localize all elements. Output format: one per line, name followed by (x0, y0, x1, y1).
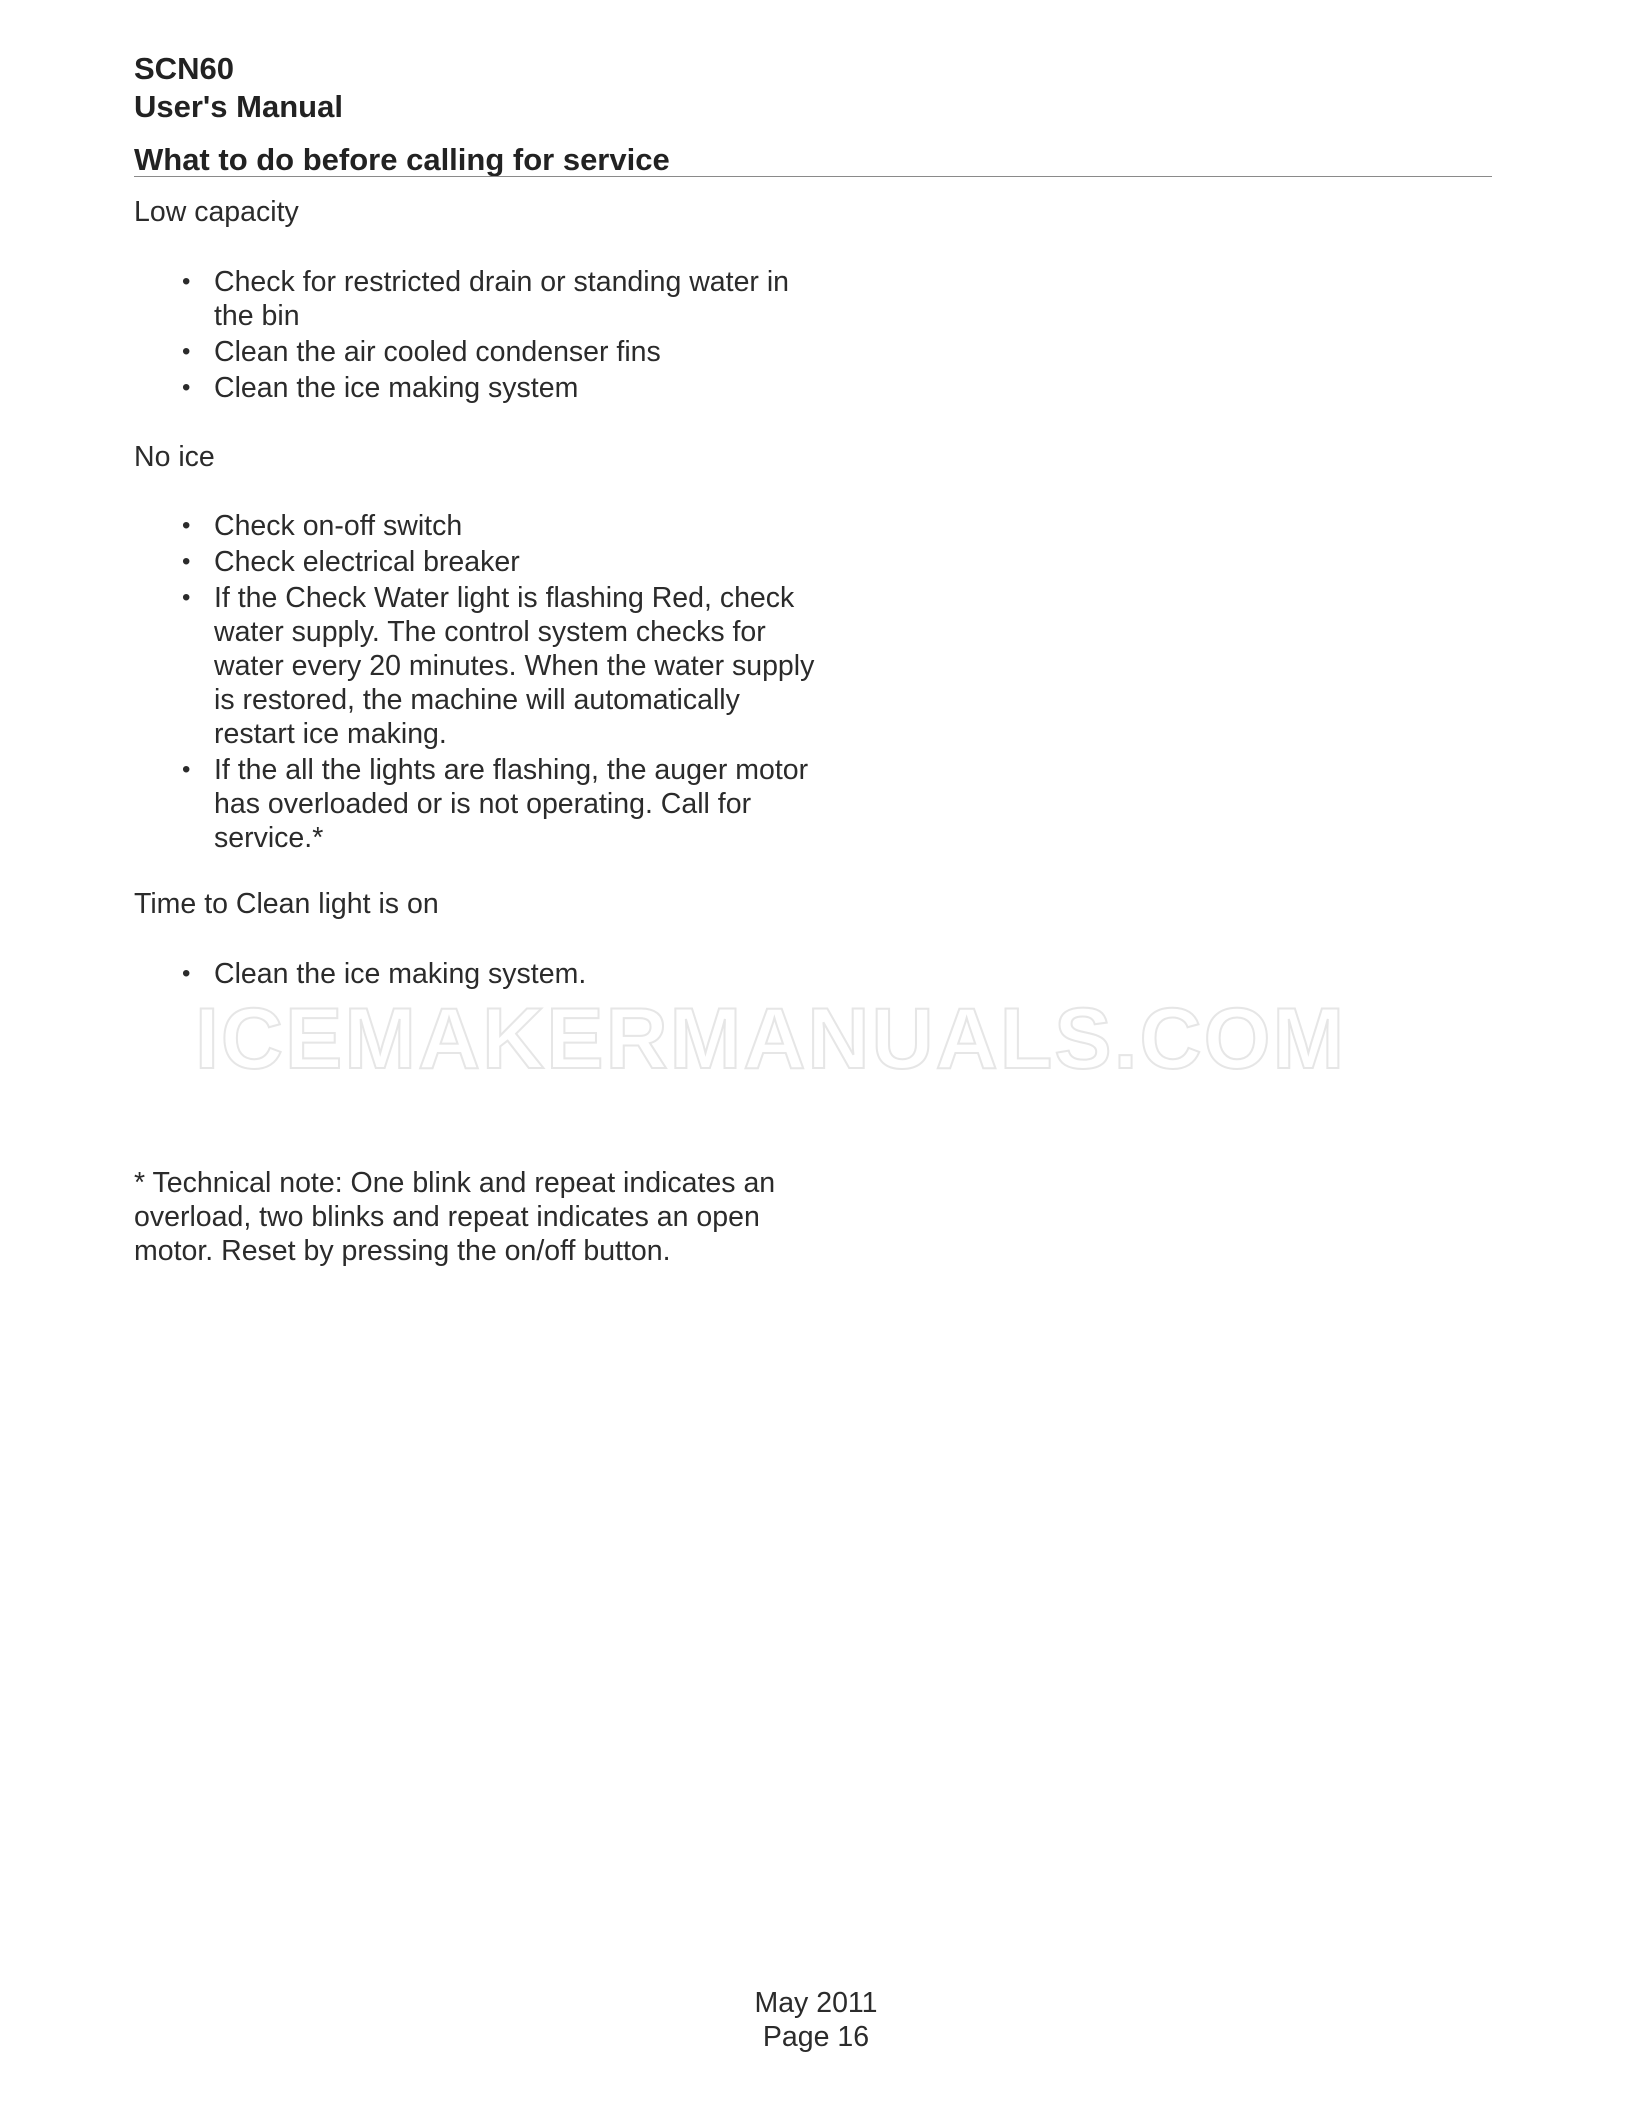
model-number: SCN60 (134, 51, 234, 86)
list-item-text: Clean the air cooled condenser fins (214, 336, 661, 368)
bullet-icon: • (182, 756, 191, 783)
list-item (182, 335, 822, 369)
bullet-icon: • (182, 338, 191, 365)
list-item-text: Check electrical breaker (214, 546, 520, 578)
list-item (182, 371, 822, 405)
low-capacity-list (182, 265, 822, 407)
group-title-low-capacity: Low capacity (134, 196, 299, 228)
group-title-no-ice: No ice (134, 441, 215, 473)
document-header (134, 50, 343, 126)
bullet-icon: • (182, 374, 191, 401)
bullet-icon: • (182, 268, 191, 295)
list-item-text: Check for restricted drain or standing water in the bin (214, 266, 790, 332)
bullet-icon: • (182, 584, 191, 611)
time-to-clean-list (182, 957, 822, 993)
footer-date: May 2011 (754, 1987, 878, 2019)
list-item (182, 545, 822, 579)
list-item (182, 957, 822, 991)
watermark: ICEMAKERMANUALS.COM (195, 991, 1347, 1087)
list-item-text: If the all the lights are flashing, the auger motor has overloaded or is not operating. Call for service.* (214, 754, 809, 854)
bullet-icon: • (182, 512, 191, 539)
manual-title: User's Manual (134, 89, 343, 124)
bullet-icon: • (182, 548, 191, 575)
list-item (182, 265, 822, 333)
page-number: Page 16 (762, 2021, 870, 2053)
list-item (182, 581, 822, 751)
heading-underline (134, 176, 1492, 177)
section-heading: What to do before calling for service (134, 142, 670, 177)
page-footer (0, 1986, 1632, 2054)
group-title-time-to-clean: Time to Clean light is on (134, 888, 439, 920)
list-item-text: Check on-off switch (214, 510, 463, 542)
list-item-text: Clean the ice making system. (214, 958, 587, 990)
bullet-icon: • (182, 960, 191, 987)
list-item-text: Clean the ice making system (214, 372, 579, 404)
list-item (182, 753, 822, 855)
list-item (182, 509, 822, 543)
technical-footnote: * Technical note: One blink and repeat indicates an overload, two blinks and repeat indicates an open motor. Reset by pressing the on/off button. (134, 1167, 776, 1267)
list-item-text: If the Check Water light is flashing Red, check water supply. The control system checks for water every 20 minutes. When the water supply is restored, the machine will automatically restart ice making. (214, 582, 815, 750)
no-ice-list (182, 509, 822, 857)
